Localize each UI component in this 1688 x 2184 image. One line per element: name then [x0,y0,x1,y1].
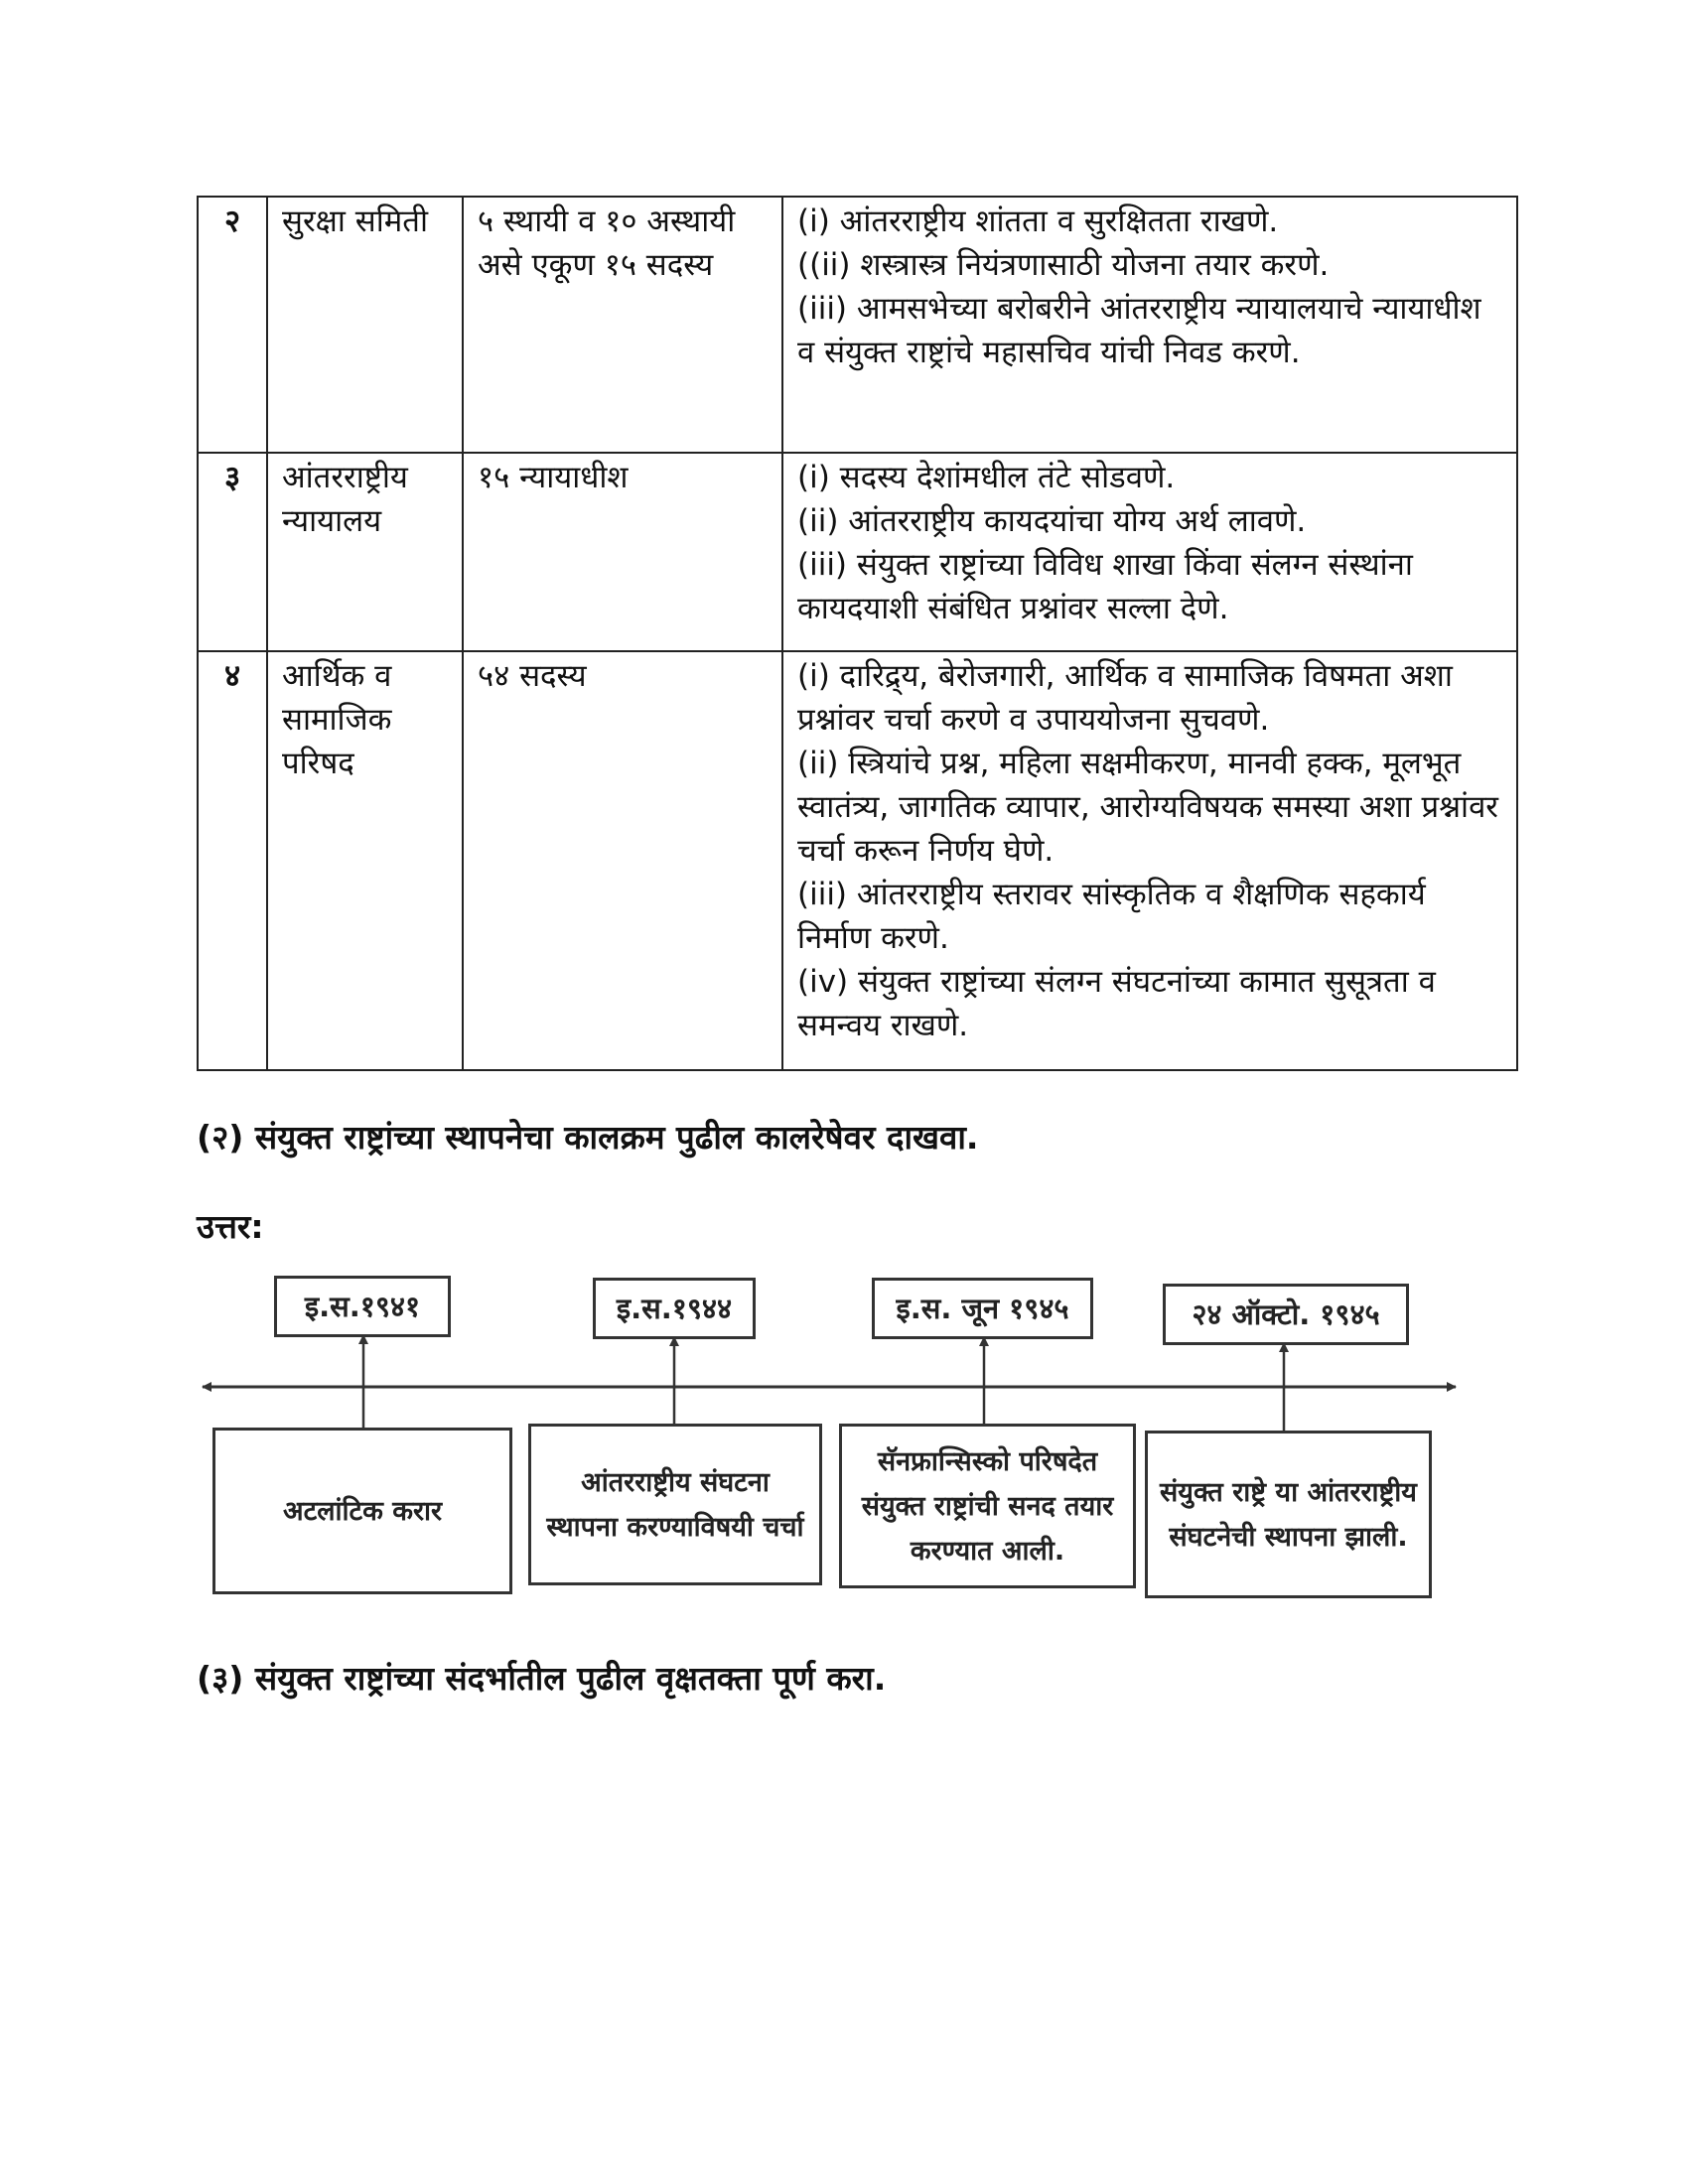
question-3-heading: (३) संयुक्त राष्ट्रांच्या संदर्भातील पुढील वृक्षतक्ता पूर्ण करा. [197,1659,887,1698]
timeline-event-box: सॅनफ्रान्सिस्को परिषदेत संयुक्त राष्ट्रांची सनद तयार करण्यात आली. [839,1424,1136,1588]
function-item: (i) दारिद्र्य, बेरोजगारी, आर्थिक व सामाजिक विषमता अशा प्रश्नांवर चर्चा करणे व उपाययोजना सुचवणे. [797,658,1453,738]
table-row [198,651,1517,1070]
timeline-event-box: आंतरराष्ट्रीय संघटना स्थापना करण्याविषयी चर्चा [528,1424,822,1585]
timeline-date-box: इ.स. जून १९४५ [872,1278,1093,1339]
organ-name: आर्थिक व सामाजिक परिषद [267,651,463,1070]
function-item: ((ii) शस्त्रास्त्र नियंत्रणासाठी योजना तयार करणे. [797,247,1330,283]
row-number: ३ [198,453,267,651]
table-row [198,453,1517,651]
function-item: (i) आंतरराष्ट्रीय शांतता व सुरक्षितता राखणे. [797,204,1279,239]
organ-name: आंतरराष्ट्रीय न्यायालय [267,453,463,651]
organ-members: १५ न्यायाधीश [463,453,782,651]
answer-label: उत्तर: [197,1207,264,1246]
organ-members: ५४ सदस्य [463,651,782,1070]
timeline-event-box: संयुक्त राष्ट्रे या आंतरराष्ट्रीय संघटनेची स्थापना झाली. [1145,1431,1432,1598]
timeline-date-box: इ.स.१९४१ [274,1276,451,1337]
function-item: (i) सदस्य देशांमधील तंटे सोडवणे. [797,460,1176,495]
timeline-date-box: इ.स.१९४४ [593,1278,756,1339]
function-item: (iv) संयुक्त राष्ट्रांच्या संलग्न संघटनांच्या कामात सुसूत्रता व समन्वय राखणे. [797,964,1436,1043]
function-item: (ii) आंतरराष्ट्रीय कायदयांचा योग्य अर्थ लावणे. [797,503,1307,539]
organ-name: सुरक्षा समिती [267,197,463,453]
question-2-heading: (२) संयुक्त राष्ट्रांच्या स्थापनेचा कालक्रम पुढील कालरेषेवर दाखवा. [197,1118,979,1157]
function-item: (ii) स्त्रियांचे प्रश्न, महिला सक्षमीकरण, मानवी हक्क, मूलभूत स्वातंत्र्य, जागतिक व्यापार, आरोग्यविषयक समस्या अशा प्रश्नांवर चर्चा करून निर्णय घेणे. [797,746,1498,869]
organ-members: ५ स्थायी व १० अस्थायी असे एकूण १५ सदस्य [463,197,782,453]
function-item: (iii) आंतरराष्ट्रीय स्तरावर सांस्कृतिक व शैक्षणिक सहकार्य निर्माण करणे. [797,877,1426,956]
row-number: ४ [198,651,267,1070]
row-number: २ [198,197,267,453]
timeline-event-box: अटलांटिक करार [212,1428,512,1594]
un-organs-table [197,196,1518,1071]
organ-functions [782,197,1517,453]
table-row [198,197,1517,453]
function-item: (iii) संयुक्त राष्ट्रांच्या विविध शाखा किंवा संलग्न संस्थांना कायदयाशी संबंधित प्रश्नांवर सल्ला देणे. [797,547,1413,626]
timeline-date-box: २४ ऑक्टो. १९४५ [1163,1284,1409,1345]
organ-functions [782,651,1517,1070]
function-item: (iii) आमसभेच्या बरोबरीने आंतरराष्ट्रीय न्यायालयाचे न्यायाधीश व संयुक्त राष्ट्रांचे महासचिव यांची निवड करणे. [797,291,1481,370]
organ-functions [782,453,1517,651]
timeline-diagram [197,1276,1463,1633]
